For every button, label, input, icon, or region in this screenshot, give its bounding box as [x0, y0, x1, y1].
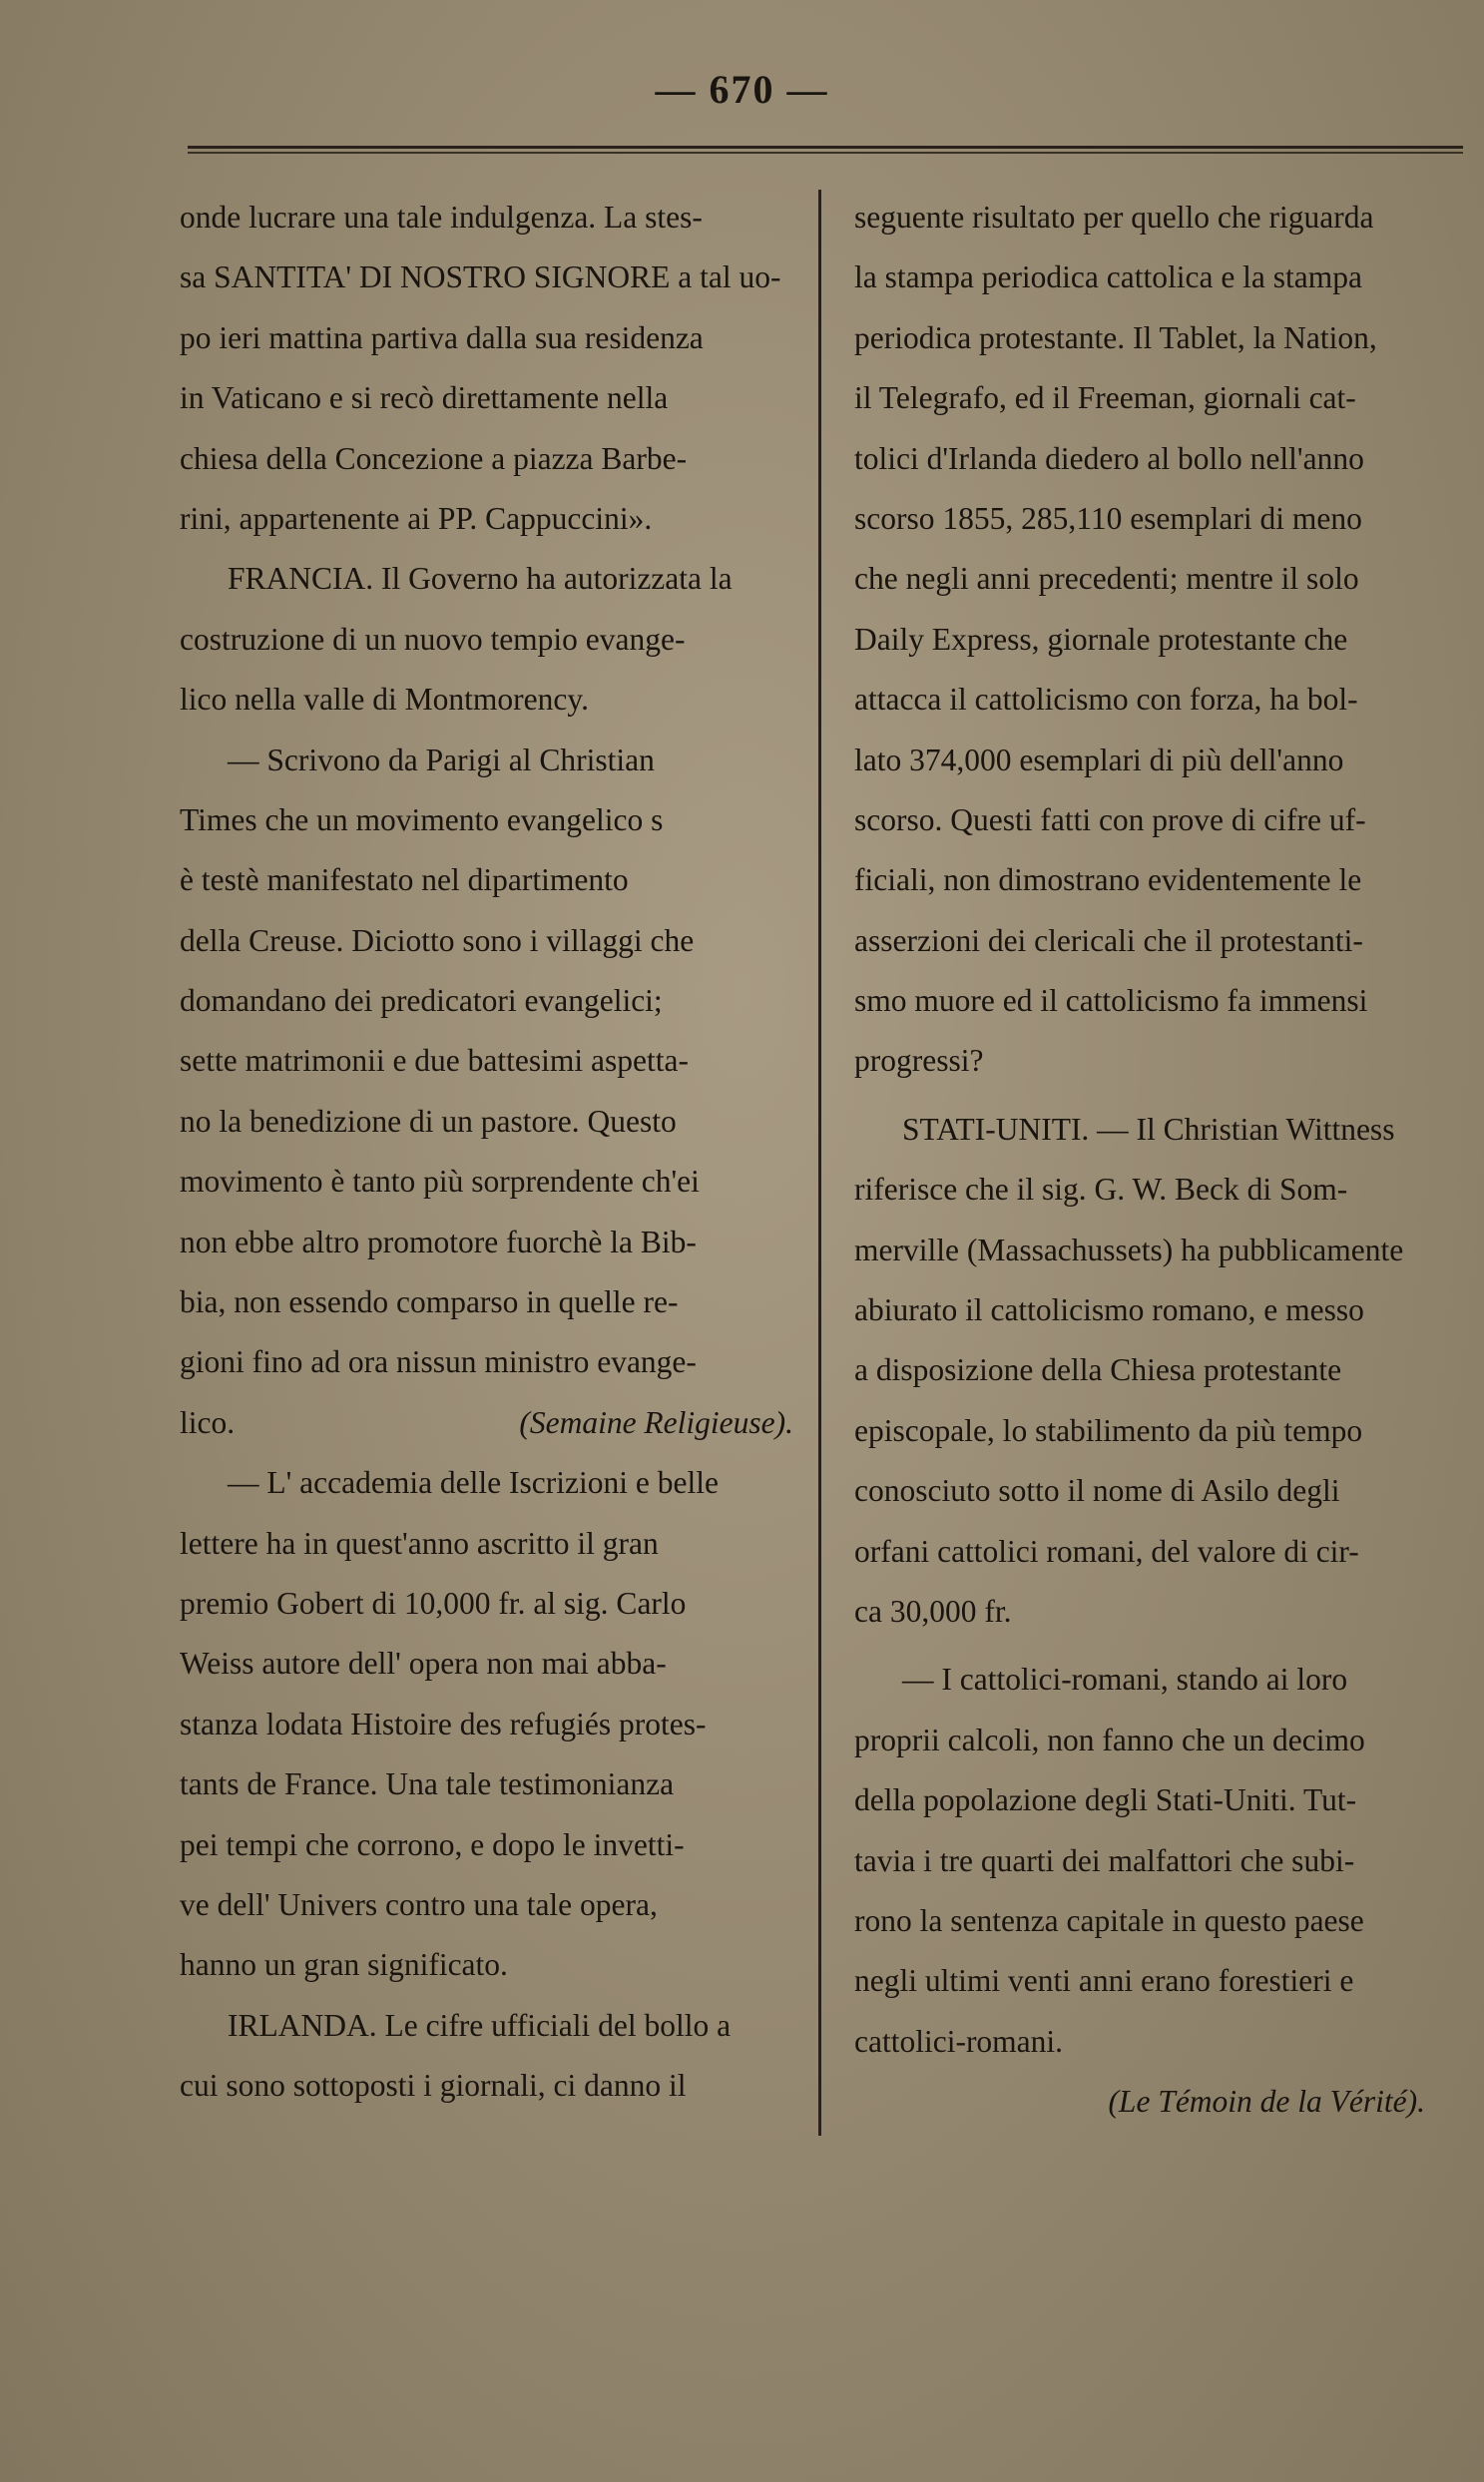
- header-rule: [188, 146, 1463, 154]
- text-line: Times che un movimento evangelico s: [180, 801, 664, 837]
- text-line: asserzioni dei clericali che il protestanti-: [854, 922, 1363, 958]
- text-line: cui sono sottoposti i giornali, ci danno il: [180, 2068, 687, 2104]
- text-line: tants de France. Una tale testimonianza: [180, 1766, 675, 1802]
- text-line: la stampa periodica cattolica e la stampa: [854, 259, 1363, 295]
- text-line: scorso 1855, 285,110 esemplari di meno: [854, 500, 1362, 536]
- text-line: po ieri mattina partiva dalla sua residenza: [180, 319, 704, 355]
- text-line: che negli anni precedenti; mentre il solo: [854, 561, 1359, 597]
- text-line: lico nella valle di Montmorency.: [180, 682, 589, 718]
- text-line: è testè manifestato nel dipartimento: [180, 862, 629, 898]
- text-line: non ebbe altro promotore fuorchè la Bib-: [180, 1224, 697, 1259]
- text-line: domandano dei predicatori evangelici;: [180, 983, 663, 1019]
- section-heading-line: STATI-UNITI. — Il Christian Wittness: [902, 1111, 1395, 1147]
- text-line: premio Gobert di 10,000 fr. al sig. Carlo: [180, 1585, 687, 1621]
- text-line: proprii calcoli, non fanno che un decimo: [854, 1722, 1365, 1757]
- text-line: attacca il cattolicismo con forza, ha bol-: [854, 682, 1358, 718]
- text-line: in Vaticano e si recò direttamente nella: [180, 380, 669, 416]
- text-line: smo muore ed il cattolicismo fa immensi: [854, 983, 1368, 1019]
- text-line: stanza lodata Histoire des refugiés protes-: [180, 1706, 707, 1741]
- text-line: sette matrimonii e due battesimi aspetta-: [180, 1043, 689, 1079]
- paragraph-start-line: — Scrivono da Parigi al Christian: [228, 742, 655, 777]
- text-line: rini, appartenente ai PP. Cappuccini».: [180, 500, 653, 536]
- text-line-with-source: [180, 1393, 793, 1453]
- text-line: ca 30,000 fr.: [854, 1593, 1012, 1629]
- text-line: Daily Express, giornale protestante che: [854, 621, 1348, 657]
- text-line: hanno un gran significato.: [180, 1947, 508, 1983]
- text-line: pei tempi che corrono, e dopo le invetti-: [180, 1826, 685, 1862]
- source-citation: (Semaine Religieuse).: [519, 1404, 793, 1440]
- text-fragment: lico.: [180, 1404, 236, 1440]
- text-line: lettere ha in quest'anno ascritto il gran: [180, 1525, 659, 1561]
- text-line: abiurato il cattolicismo romano, e messo: [854, 1292, 1364, 1328]
- text-line: riferisce che il sig. G. W. Beck di Som-: [854, 1172, 1348, 1208]
- text-line: bia, non essendo comparso in quelle re-: [180, 1284, 679, 1320]
- text-line: seguente risultato per quello che riguarda: [854, 200, 1374, 235]
- text-line: onde lucrare una tale indulgenza. La stes-: [180, 200, 703, 235]
- section-heading-line: IRLANDA. Le cifre ufficiali del bollo a: [228, 2007, 732, 2043]
- left-column: [180, 188, 793, 2117]
- text-line: il Telegrafo, ed il Freeman, giornali cat-: [854, 380, 1356, 416]
- text-line: cattolici-romani.: [854, 2023, 1064, 2059]
- text-line: ve dell' Univers contro una tale opera,: [180, 1886, 658, 1922]
- text-line: della Creuse. Diciotto sono i villaggi che: [180, 922, 695, 958]
- text-line: costruzione di un nuovo tempio evange-: [180, 621, 686, 657]
- text-line: episcopale, lo stabilimento da più tempo: [854, 1412, 1363, 1448]
- text-line: chiesa della Concezione a piazza Barbe-: [180, 440, 688, 476]
- text-line: merville (Massachussets) ha pubblicamente: [854, 1232, 1404, 1267]
- text-line: tolici d'Irlanda diedero al bollo nell'anno: [854, 440, 1364, 476]
- text-line: progressi?: [854, 1043, 984, 1079]
- text-line: orfani cattolici romani, del valore di cir-: [854, 1533, 1359, 1569]
- right-column: [854, 188, 1465, 2133]
- text-line: negli ultimi venti anni erano forestieri e: [854, 1963, 1354, 1999]
- text-line: lato 374,000 esemplari di più dell'anno: [854, 742, 1344, 777]
- section-heading-line: FRANCIA. Il Governo ha autorizzata la: [228, 561, 733, 597]
- paragraph-start-line: — L' accademia delle Iscrizioni e belle: [228, 1465, 719, 1501]
- source-citation: (Le Témoin de la Vérité).: [1108, 2084, 1425, 2120]
- text-line: conosciuto sotto il nome di Asilo degli: [854, 1473, 1340, 1509]
- text-line: tavia i tre quarti dei malfattori che subi-: [854, 1842, 1355, 1878]
- text-line: periodica protestante. Il Tablet, la Nation,: [854, 319, 1377, 355]
- page-number: — 670 —: [655, 67, 829, 112]
- column-divider: [818, 190, 821, 2136]
- text-line: a disposizione della Chiesa protestante: [854, 1352, 1342, 1388]
- text-line: ficiali, non dimostrano evidentemente le: [854, 862, 1362, 898]
- text-line: no la benedizione di un pastore. Questo: [180, 1103, 677, 1139]
- text-line: scorso. Questi fatti con prove di cifre uf-: [854, 801, 1366, 837]
- text-line: rono la sentenza capitale in questo paese: [854, 1902, 1364, 1938]
- text-line: sa SANTITA' DI NOSTRO SIGNORE a tal uo-: [180, 259, 781, 295]
- text-line: gioni fino ad ora nissun ministro evange-: [180, 1344, 697, 1380]
- text-line: della popolazione degli Stati-Uniti. Tut-: [854, 1782, 1357, 1818]
- paragraph-start-line: — I cattolici-romani, stando ai loro: [902, 1662, 1348, 1698]
- text-line: Weiss autore dell' opera non mai abba-: [180, 1646, 667, 1682]
- text-line: movimento è tanto più sorprendente ch'ei: [180, 1164, 700, 1200]
